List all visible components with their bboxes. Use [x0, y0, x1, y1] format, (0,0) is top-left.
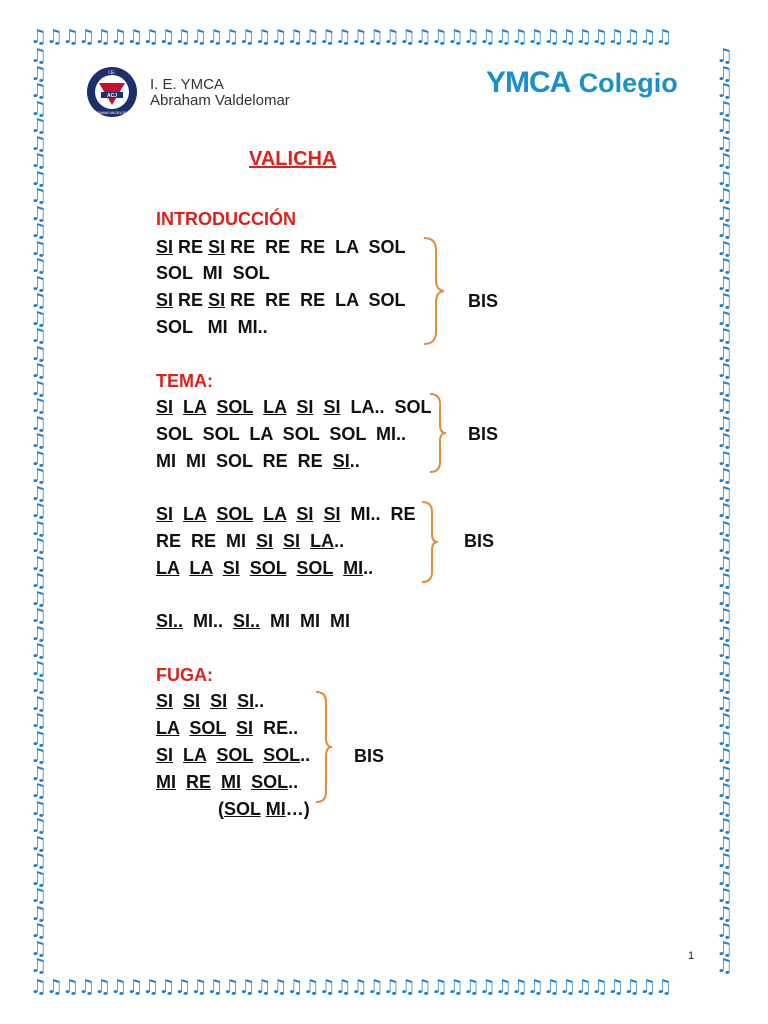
underlined-note: SI — [183, 691, 201, 711]
note-text — [300, 531, 310, 551]
note-text: .. — [300, 745, 311, 765]
tema1-line — [156, 450, 360, 472]
note-text — [206, 745, 216, 765]
note-text — [240, 558, 250, 578]
brand-ymca: YMCA — [486, 66, 571, 99]
note-text: .. — [349, 451, 360, 471]
bis-label-fuga: BIS — [354, 746, 385, 766]
note-text: RE RE RE LA SOL — [230, 290, 406, 310]
note-text — [200, 691, 210, 711]
note-text — [286, 558, 296, 578]
underlined-note: SI — [296, 397, 314, 417]
underlined-note: MI — [156, 772, 176, 792]
note-text: SOL MI SOL — [156, 263, 270, 283]
note-text — [253, 745, 263, 765]
underlined-note: SOL — [216, 397, 254, 417]
note-text: .. — [288, 772, 299, 792]
note-text — [179, 558, 189, 578]
underlined-note: SI — [156, 745, 174, 765]
intro-line — [156, 236, 405, 258]
underlined-note: SI — [156, 397, 174, 417]
underlined-note: MI — [221, 772, 242, 792]
intro-line — [156, 316, 268, 338]
underlined-note: LA — [156, 718, 180, 738]
heading-fuga: FUGA: — [156, 665, 213, 685]
school-name-line2: Abraham Valdelomar — [150, 92, 290, 109]
note-text: RE — [178, 237, 204, 257]
underlined-note: SI — [323, 397, 341, 417]
underlined-note: SI — [222, 558, 240, 578]
tema1-line — [156, 396, 431, 418]
underlined-note: SOL — [216, 504, 254, 524]
underlined-note: SOL — [296, 558, 334, 578]
underlined-note: SI — [283, 531, 301, 551]
underlined-note: LA — [183, 504, 207, 524]
underlined-note: SI — [156, 691, 174, 711]
tema1-line — [156, 423, 406, 445]
note-text — [206, 397, 216, 417]
underlined-note: SI.. — [233, 611, 261, 631]
school-name — [150, 77, 290, 109]
note-text — [211, 772, 221, 792]
underlined-note: MI — [265, 799, 286, 819]
note-text: ( — [218, 799, 224, 819]
seal-center-text: ACJ — [106, 93, 118, 99]
underlined-note: SI — [296, 504, 314, 524]
note-text — [173, 745, 183, 765]
seal-top-text: I.E. — [108, 70, 116, 76]
underlined-note: SI — [156, 237, 174, 257]
note-text — [273, 531, 283, 551]
bis-label-intro: BIS — [468, 291, 499, 311]
tema3-line — [156, 610, 350, 632]
note-text: MI.. — [183, 611, 234, 631]
school-name-line1: I. E. YMCA — [150, 76, 224, 93]
underlined-note: SI — [156, 290, 174, 310]
underlined-note: SOL — [224, 799, 261, 819]
music-note-border-right: ♫ ♫ ♫ ♫ ♫ ♫ ♫ ♫ ♫ ♫ ♫ ♫ ♫ ♫ ♫ ♫ ♫ ♫ ♫ ♫ ♫ ♫ ♫ ♫ ♫ ♫ ♫ ♫ ♫ ♫ ♫ ♫ ♫ ♫ ♫ ♫ ♫ ♫ ♫ ♫ ♫ ♫ ♫ ♫ ♫ ♫ ♫ ♫ ♫ ♫ ♫ ♫ ♫ — [716, 48, 734, 977]
tema2-line — [156, 530, 344, 552]
underlined-note: RE — [186, 772, 212, 792]
note-text: SOL MI MI.. — [156, 317, 268, 337]
underlined-note: SOL — [249, 558, 287, 578]
underlined-note: LA — [263, 504, 287, 524]
underlined-note: LA — [189, 558, 213, 578]
note-text — [333, 558, 343, 578]
note-text: .. — [334, 531, 345, 551]
music-note-border-bottom: ♫♫♫♫♫♫♫♫♫♫♫♫♫♫♫♫♫♫♫♫♫♫♫♫♫♫♫♫♫♫♫♫♫♫♫♫♫♫♫♫ — [30, 978, 672, 998]
bis-label-tema-2: BIS — [464, 531, 495, 551]
note-text — [253, 397, 263, 417]
underlined-note: SI — [208, 290, 226, 310]
school-seal-logo — [86, 66, 138, 118]
page-number: 1 — [688, 950, 695, 962]
note-text — [286, 504, 296, 524]
underlined-note: SOL — [251, 772, 289, 792]
note-text — [173, 504, 183, 524]
note-text: MI MI SOL RE RE — [156, 451, 333, 471]
note-text: RE — [178, 290, 204, 310]
intro-line — [156, 289, 405, 311]
underlined-note: SI — [323, 504, 341, 524]
brace-intro — [422, 236, 446, 346]
ymca-colegio-logo — [486, 66, 678, 100]
note-text — [173, 691, 183, 711]
note-text: MI.. RE — [340, 504, 416, 524]
note-text — [241, 772, 251, 792]
heading-tema: TEMA: — [156, 371, 213, 391]
note-text — [213, 558, 223, 578]
brace-fuga — [314, 690, 334, 804]
underlined-note: LA — [156, 558, 180, 578]
note-text: RE RE RE LA SOL — [230, 237, 406, 257]
intro-line — [156, 262, 270, 284]
underlined-note: SI — [210, 691, 228, 711]
note-text: LA.. SOL — [340, 397, 432, 417]
underlined-note: SI — [236, 718, 254, 738]
underlined-note: MI — [343, 558, 364, 578]
fuga-line — [156, 690, 264, 712]
note-text: .. — [363, 558, 374, 578]
underlined-note: LA — [310, 531, 335, 551]
seal-ring-text: ABRAHAM VALDELOMAR — [92, 111, 132, 115]
underlined-note: SI — [256, 531, 274, 551]
fuga-line — [156, 744, 310, 766]
note-text: SOL SOL LA SOL SOL MI.. — [156, 424, 407, 444]
heading-introduccion: INTRODUCCIÓN — [156, 209, 296, 229]
note-text — [206, 504, 216, 524]
music-note-border-top: ♫♫♫♫♫♫♫♫♫♫♫♫♫♫♫♫♫♫♫♫♫♫♫♫♫♫♫♫♫♫♫♫♫♫♫♫♫♫♫♫ — [30, 28, 672, 48]
note-text — [313, 504, 323, 524]
note-text — [179, 718, 189, 738]
fuga-line — [218, 798, 310, 820]
note-text — [253, 504, 263, 524]
note-text: .. — [254, 691, 265, 711]
note-text — [176, 772, 186, 792]
underlined-note: LA — [183, 745, 207, 765]
tema2-line — [156, 503, 415, 525]
note-text — [313, 397, 323, 417]
underlined-note: SOL — [263, 745, 301, 765]
underlined-note: SI — [237, 691, 255, 711]
bis-label-tema-1: BIS — [468, 424, 499, 444]
note-text: MI MI MI — [260, 611, 351, 631]
underlined-note: SOL — [216, 745, 254, 765]
fuga-line — [156, 717, 298, 739]
underlined-note: LA — [263, 397, 287, 417]
underlined-note: LA — [183, 397, 207, 417]
note-text — [226, 718, 236, 738]
underlined-note: SOL — [189, 718, 227, 738]
note-text — [286, 397, 296, 417]
note-text: RE RE MI — [156, 531, 257, 551]
brand-colegio: Colegio — [578, 68, 678, 98]
underlined-note: SI.. — [156, 611, 184, 631]
note-text — [227, 691, 237, 711]
note-text: …) — [285, 799, 310, 819]
underlined-note: SI — [208, 237, 226, 257]
brace-tema-2 — [420, 500, 440, 584]
song-title: VALICHA — [249, 148, 337, 170]
note-text: RE.. — [253, 718, 299, 738]
fuga-line — [156, 771, 298, 793]
note-text — [173, 397, 183, 417]
tema2-line — [156, 557, 373, 579]
brace-tema-1 — [428, 392, 448, 474]
underlined-note: SI — [156, 504, 174, 524]
underlined-note: SI — [332, 451, 350, 471]
music-note-border-left: ♫ ♫ ♫ ♫ ♫ ♫ ♫ ♫ ♫ ♫ ♫ ♫ ♫ ♫ ♫ ♫ ♫ ♫ ♫ ♫ ♫ ♫ ♫ ♫ ♫ ♫ ♫ ♫ ♫ ♫ ♫ ♫ ♫ ♫ ♫ ♫ ♫ ♫ ♫ ♫ ♫ ♫ ♫ ♫ ♫ ♫ ♫ ♫ ♫ ♫ ♫ ♫ ♫ — [30, 48, 48, 977]
